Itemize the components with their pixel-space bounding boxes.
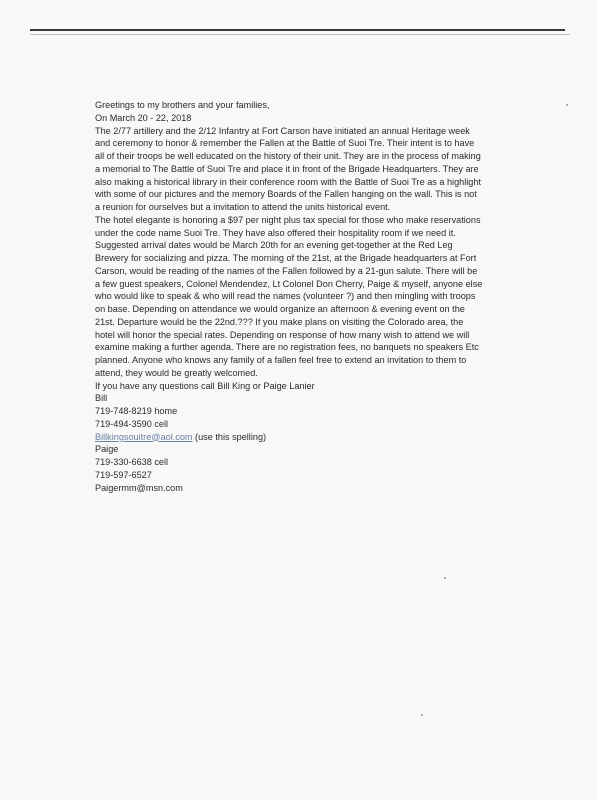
bill-cell-phone: 719-494-3590 cell	[95, 418, 169, 429]
paige-phone: 719-597-6527	[95, 469, 152, 480]
body-line: 21st. Departure would be the 22nd.??? If you make plans on visiting the Colorado area, the	[95, 316, 464, 327]
body-line: a few guest speakers, Colonel Mendendez, Lt Colonel Don Cherry, Paige & myself, anyone else	[95, 278, 483, 289]
scan-speck	[444, 577, 446, 579]
top-rule-shadow	[30, 34, 570, 35]
body-line: who would like to speak & who will read the names (volunteer ?) and then mingling with troops	[95, 291, 476, 302]
scan-speck	[421, 714, 423, 716]
body-line: Brewery for socializing and pizza. The morning of the 21st, at the Brigade headquarters at Fort	[95, 253, 477, 263]
letter-greeting: Greetings to my brothers and your families,	[95, 100, 270, 110]
bill-home-phone: 719-748-8219 home	[95, 406, 178, 416]
letter-body	[95, 99, 565, 494]
body-line: The 2/77 artillery and the 2/12 Infantry at Fort Carson have initiated an annual Heritage week	[95, 125, 470, 136]
body-line: planned. Anyone who knows any family of a fallen feel free to extend an invitation to them to	[95, 355, 467, 365]
body-line: hotel will honor the special rates. Depending on response of how many wish to attend we will	[95, 329, 470, 340]
body-line: under the code name Suoi Tre. They have also offered their hospitality room if we need it.	[95, 227, 456, 238]
body-line: Carson, would be reading of the names of the Fallen followed by a 21-gun salute. There will be	[95, 265, 478, 276]
body-line: on base. Depending on attendance we would organize an afternoon & evening event on the	[95, 304, 465, 314]
letter-closing: If you have any questions call Bill King or Paige Lanier	[95, 380, 315, 391]
body-line: Suggested arrival dates would be March 20th for an evening get-together at the Red Leg	[95, 240, 453, 251]
body-line: all of their troops be well educated on the history of their unit. They are in the process of making	[95, 151, 481, 161]
body-line: a memorial to The Battle of Suoi Tre and place it in front of the Brigade Headquarters. They are	[95, 163, 479, 174]
body-line: and ceremony to honor & remember the Fallen at the Battle of Suoi Tre. Their intent is to have	[95, 138, 475, 149]
body-line: with some of our pictures and the memory Boards of the Fallen hanging on the wall. This is not	[95, 189, 477, 200]
bill-email-line	[95, 431, 565, 444]
top-rule	[30, 29, 565, 31]
paige-cell-phone: 719-330-6638 cell	[95, 457, 169, 467]
body-line: attend, they would be greatly welcomed.	[95, 367, 258, 378]
signer-paige: Paige	[95, 444, 119, 455]
letter-date: On March 20 - 22, 2018	[95, 112, 192, 123]
body-line: The hotel elegante is honoring a $97 per night plus tax special for those who make reservations	[95, 214, 481, 225]
scan-speck	[566, 104, 568, 106]
bill-email-note: (use this spelling)	[192, 431, 267, 442]
body-line: a reunion for ourselves but a invitation to attend the units historical event.	[95, 202, 391, 212]
bill-email-link[interactable]: Billkingsouitre@aol.com	[95, 431, 193, 442]
body-line: also making a historical library in their conference room with the Battle of Suoi Tre as a highlight	[95, 176, 481, 187]
body-line: examine making a further agenda. There are no registration fees, no banquets no speakers Etc	[95, 342, 479, 353]
paige-email: Paigermm@msn.com	[95, 482, 183, 493]
signer-bill: Bill	[95, 393, 108, 404]
